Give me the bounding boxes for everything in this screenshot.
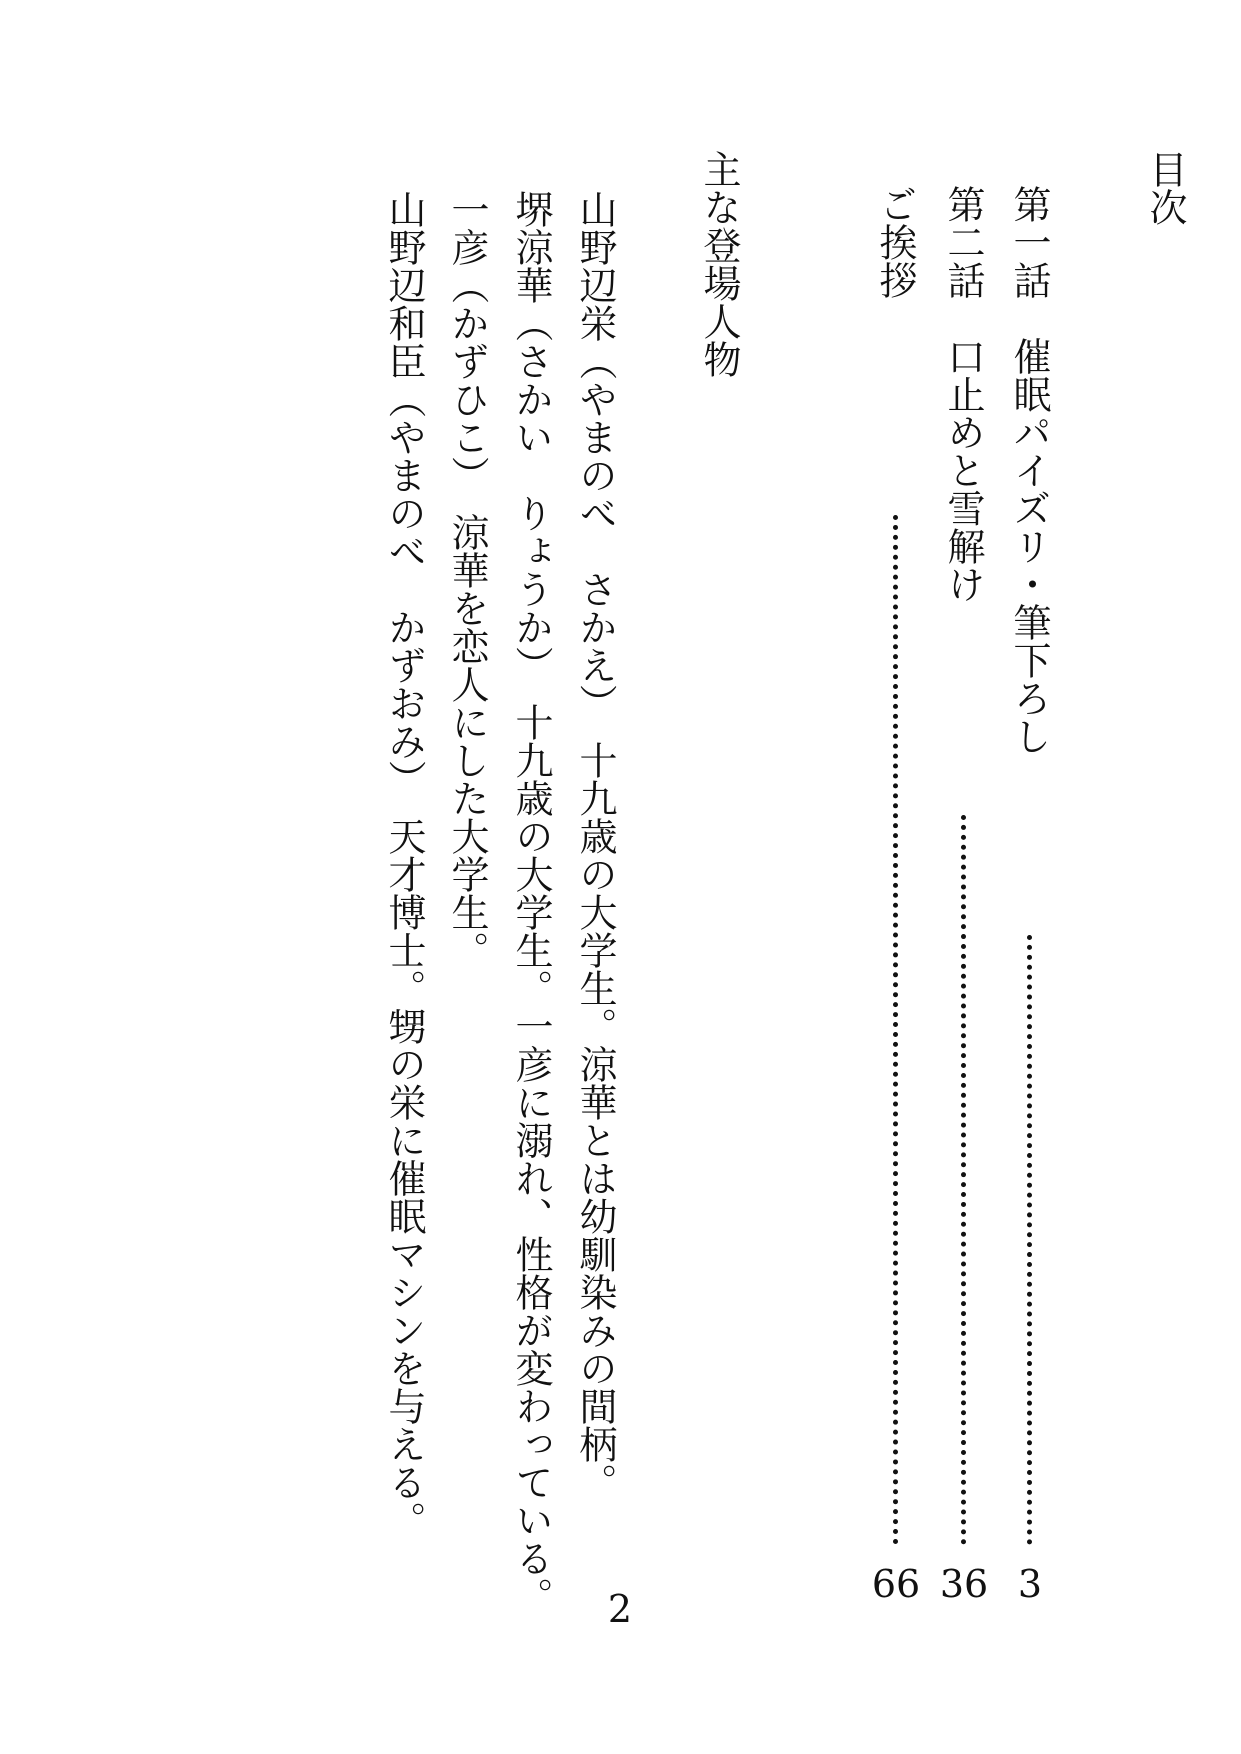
toc-heading: 目次	[1143, 150, 1187, 226]
toc-entry-page: 66	[871, 1562, 921, 1606]
toc-entry-afterword	[871, 185, 921, 1606]
toc-entry-label: 第一話 催眠パイズリ・筆下ろし	[1007, 185, 1051, 755]
toc-leader-dots	[961, 815, 966, 1545]
page-number: 2	[607, 1587, 633, 1631]
toc-entry-label: 第二話 口止めと雪解け	[941, 185, 985, 603]
toc-leader-dots	[1027, 935, 1032, 1545]
toc-leader-dots	[893, 515, 898, 1545]
toc-entry-chapter-1	[1007, 185, 1051, 1606]
toc-entry-page: 36	[939, 1562, 989, 1606]
toc-entry-chapter-2	[939, 185, 989, 1606]
toc-entry-page: 3	[1017, 1562, 1043, 1606]
toc-entry-label: ご挨拶	[873, 185, 917, 299]
cast-character-kazuomi: 山野辺和臣（やまのべ かずおみ） 天才博士。甥の栄に催眠マシンを与える。	[382, 190, 426, 1539]
cast-character-sakae: 山野辺栄（やまのべ さかえ） 十九歳の大学生。涼華とは幼馴染みの間柄。	[573, 190, 617, 1501]
cast-character-ryouka: 堺涼華（さかい りょうか） 十九歳の大学生。一彦に溺れ、性格が変わっている。	[509, 190, 553, 1615]
cast-heading: 主な登場人物	[697, 150, 741, 378]
cast-character-kazuhiko: 一彦（かずひこ） 涼華を恋人にした大学生。	[445, 190, 489, 969]
